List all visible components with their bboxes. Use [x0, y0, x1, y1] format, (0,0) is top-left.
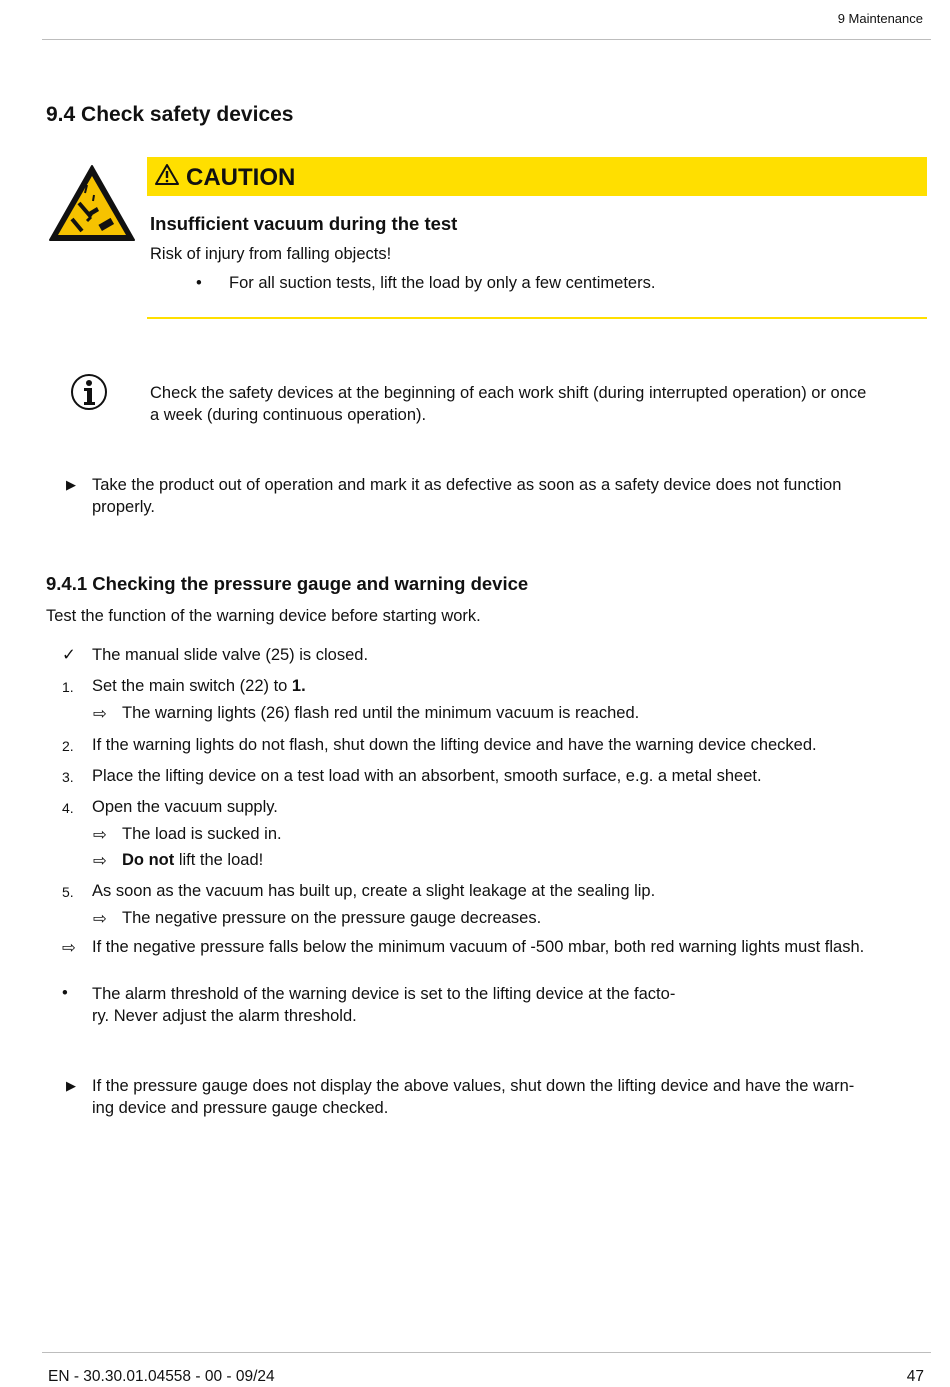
- section-title: 9.4 Check safety devices: [46, 103, 294, 126]
- info-icon: [70, 373, 108, 411]
- step-result: Do not lift the load!: [122, 851, 264, 869]
- page-number: 47: [906, 1368, 924, 1385]
- step-number: 4.: [62, 800, 74, 816]
- result-arrow-icon: ⇨: [93, 705, 107, 723]
- step-text: As soon as the vacuum has built up, create a slight leakage at the sealing lip.: [92, 882, 656, 900]
- header-section-label: 9 Maintenance: [837, 11, 923, 26]
- check-icon: ✓: [62, 646, 76, 664]
- note-text: The alarm threshold of the warning device is set to the lifting device at the facto- ry. Never adjust the alarm threshold.: [92, 985, 676, 1025]
- subsection-title: 9.4.1 Checking the pressure gauge and warning device: [46, 573, 529, 594]
- caution-end-rule: [147, 317, 927, 319]
- final-result: If the negative pressure falls below the minimum vacuum of -500 mbar, both red warning lights must flash.: [92, 938, 865, 956]
- instruction-text: If the pressure gauge does not display the above values, shut down the lifting device and have the warn- ing device and pressure gauge checked.: [92, 1077, 855, 1117]
- action-arrow-icon: ▶: [66, 1078, 76, 1093]
- step-text: If the warning lights do not flash, shut down the lifting device and have the warning device checked.: [92, 736, 817, 754]
- step-number: 5.: [62, 884, 74, 900]
- subsection-intro: Test the function of the warning device before starting work.: [46, 607, 481, 625]
- step-result: The negative pressure on the pressure gauge decreases.: [122, 909, 542, 927]
- result-arrow-icon: ⇨: [93, 910, 107, 928]
- step-text: Set the main switch (22) to 1.: [92, 677, 306, 695]
- step-text: Place the lifting device on a test load with an absorbent, smooth surface, e.g. a metal sheet.: [92, 767, 762, 785]
- step-number: 1.: [62, 679, 74, 695]
- caution-measure: For all suction tests, lift the load by only a few centimeters.: [229, 274, 656, 292]
- header-divider: [42, 39, 931, 40]
- action-arrow-icon: ▶: [66, 477, 76, 492]
- footer-doc-id: EN - 30.30.01.04558 - 00 - 09/24: [48, 1368, 275, 1385]
- precondition-text: The manual slide valve (25) is closed.: [92, 646, 369, 664]
- bullet-dot-icon: •: [196, 274, 202, 292]
- caution-risk: Risk of injury from falling objects!: [150, 245, 392, 263]
- step-result: The load is sucked in.: [122, 825, 282, 843]
- result-arrow-icon: ⇨: [62, 939, 76, 957]
- warning-triangle-icon: [154, 163, 180, 193]
- caution-label: CAUTION: [186, 164, 296, 191]
- caution-banner: [147, 157, 927, 196]
- info-text: Check the safety devices at the beginning of each work shift (during interrupted operation) or once a week (during continuous operation).: [150, 384, 867, 424]
- result-arrow-icon: ⇨: [93, 852, 107, 870]
- step-text: Open the vacuum supply.: [92, 798, 278, 816]
- step-result: The warning lights (26) flash red until the minimum vacuum is reached.: [122, 704, 640, 722]
- step-number: 3.: [62, 769, 74, 785]
- footer-divider: [42, 1352, 931, 1353]
- caution-heading: Insufficient vacuum during the test: [150, 213, 458, 234]
- falling-objects-warning-icon: [47, 163, 137, 243]
- instruction-text: Take the product out of operation and mark it as defective as soon as a safety device does not function properly.: [92, 476, 842, 516]
- result-arrow-icon: ⇨: [93, 826, 107, 844]
- bullet-dot-icon: •: [62, 984, 68, 1002]
- step-number: 2.: [62, 738, 74, 754]
